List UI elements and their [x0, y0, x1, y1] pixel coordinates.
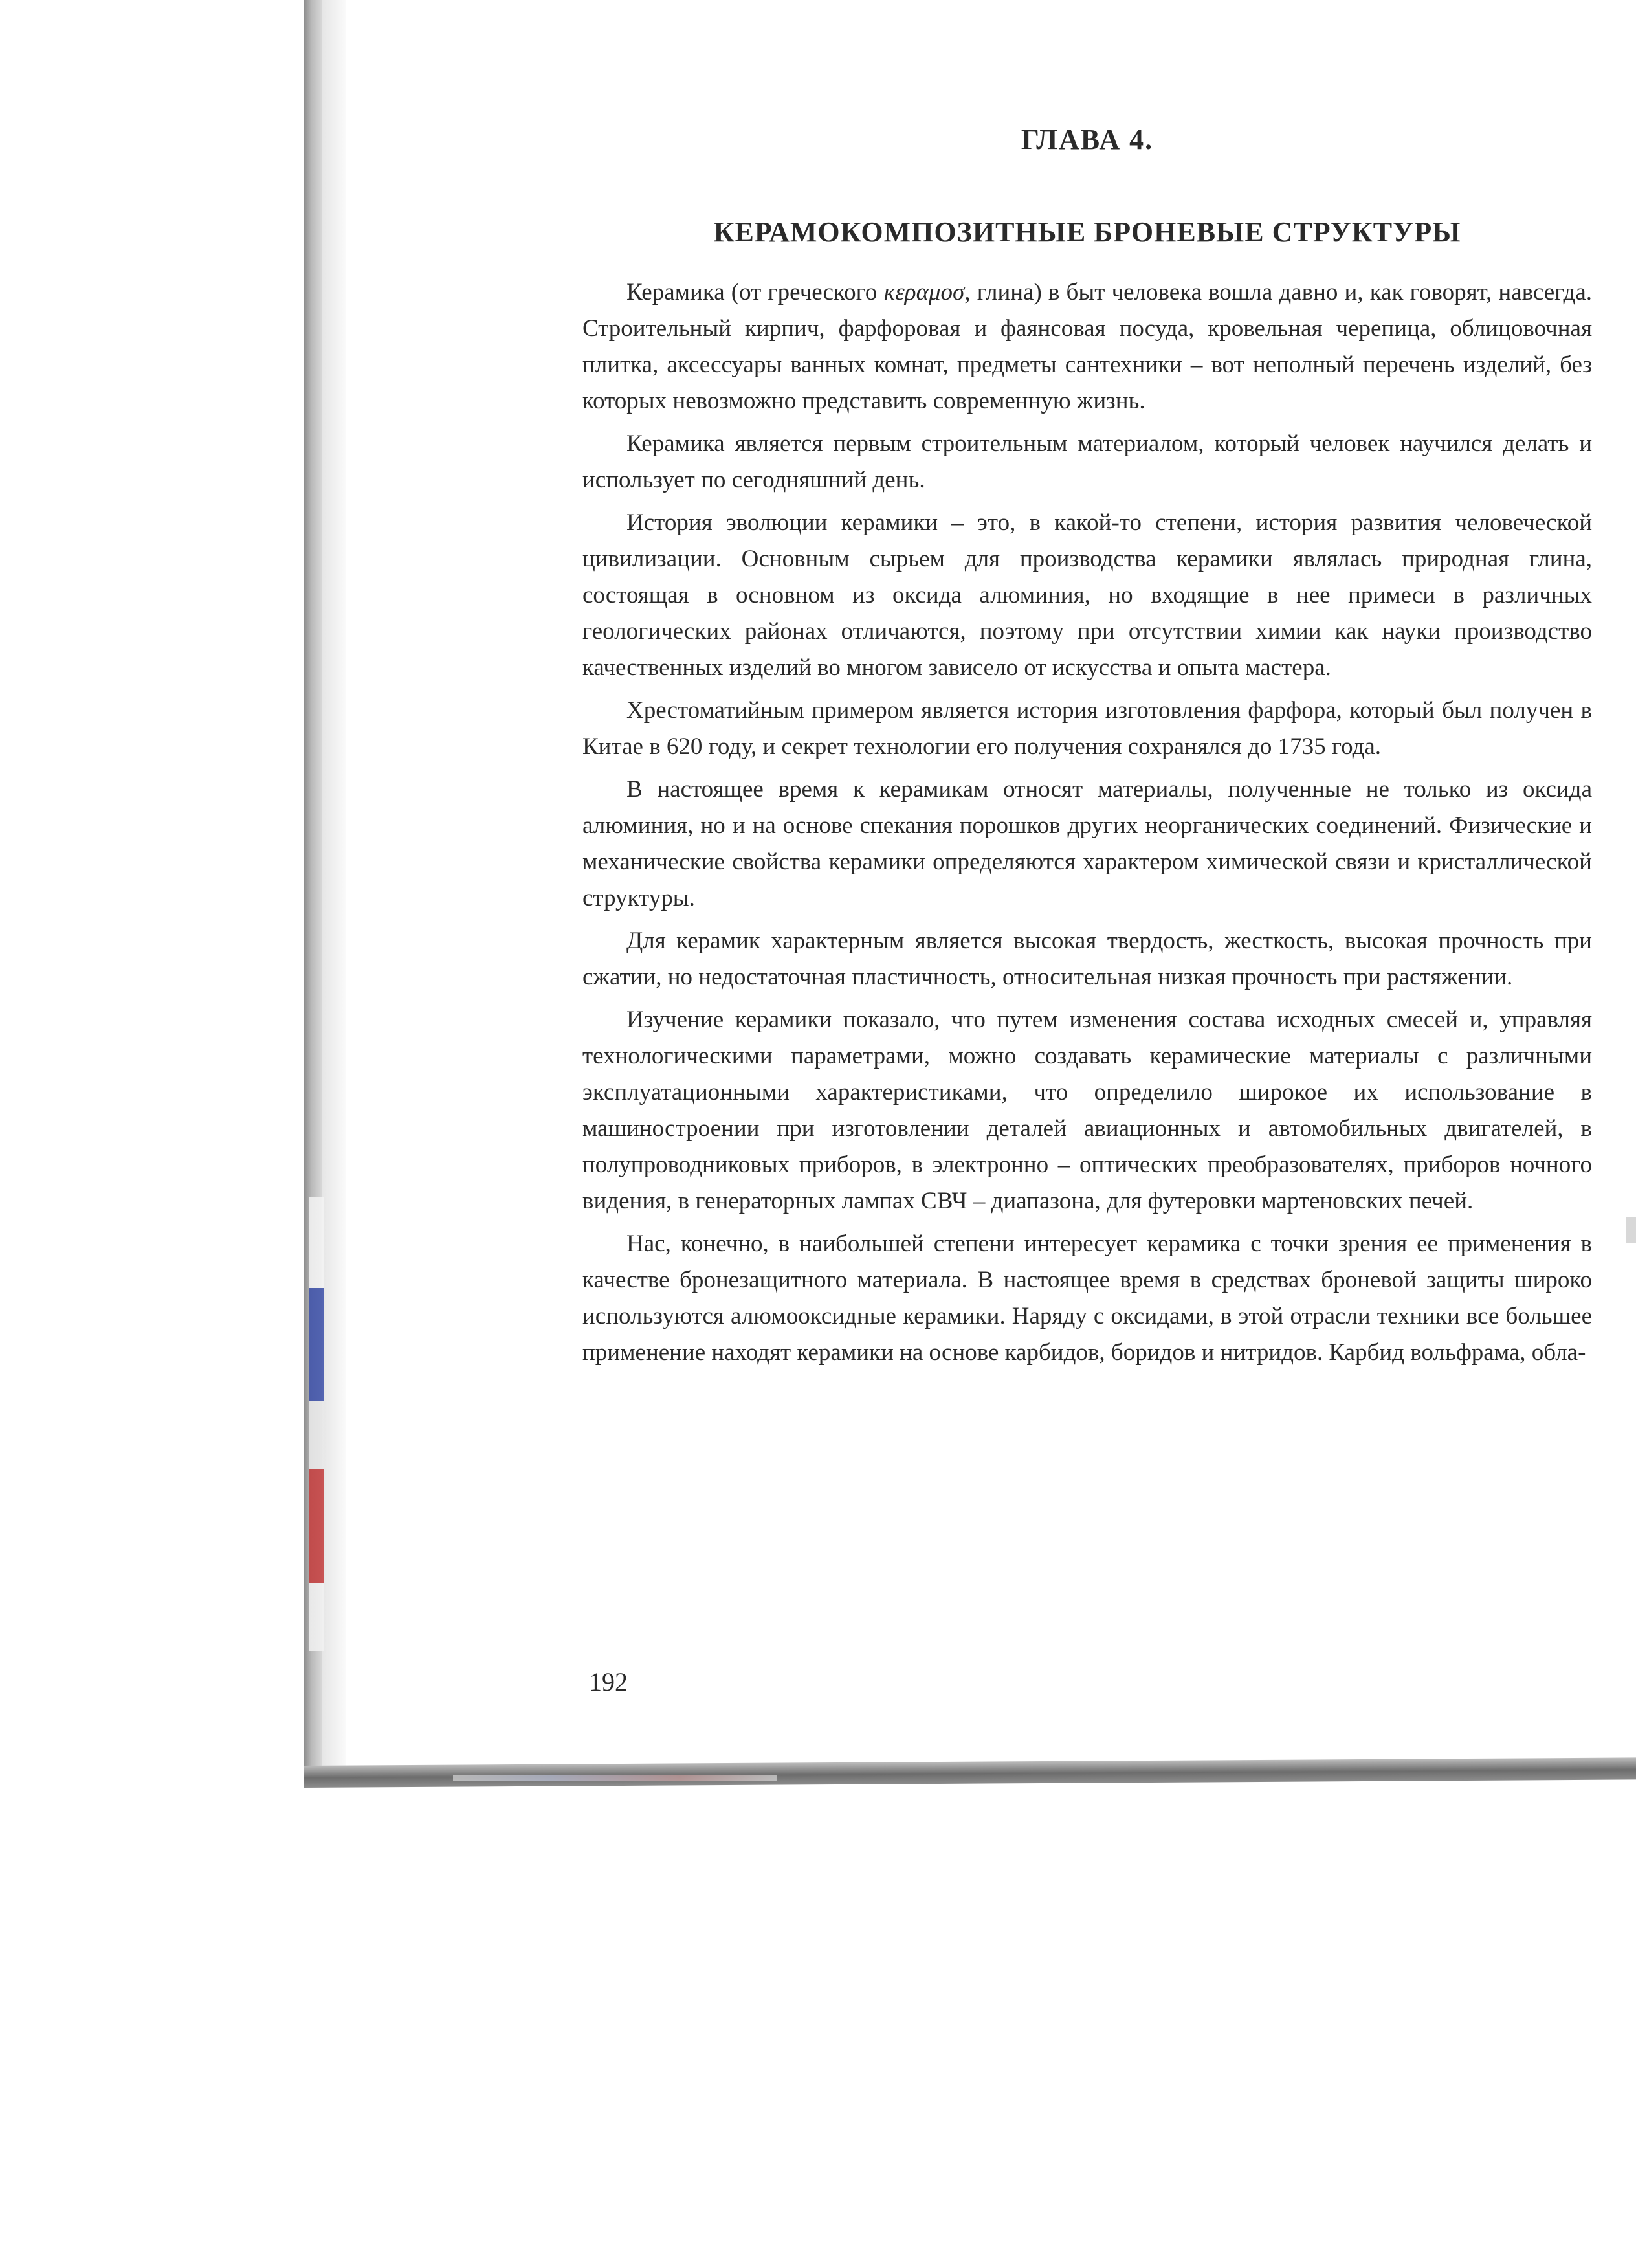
chapter-label: ГЛАВА 4. — [1021, 124, 1154, 155]
paragraph-7: Изучение керамики показало, что путем изменения состава исходных смесей и, управляя технологическими параметрами, можно создавать керамические материалы с различными эксплуатационными характеристиками, что определило широкое их использование в машиностроении при изготовлении деталей авиационных и автомобильных двигателей, в полупроводниковых приборов, в электронно – оптических преобразователях, приборов ночного видения, в генераторных лампах СВЧ – диапазона, для футеровки мартеновских печей. — [582, 1006, 1592, 1214]
paragraph-6: Для керамик характерным является высокая твердость, жесткость, высокая прочность при сжатии, но недостаточная пластичность, относительная низкая прочность при растяжении. — [582, 928, 1592, 990]
paragraph-4: Хрестоматийным примером является история изготовления фарфора, который был получен в Китае в 620 году, и секрет технологии его получения сохранялся до 1735 года. — [582, 697, 1592, 760]
paragraph-1-end: , глина) в быт человека вошла давно и, как говорят, навсегда. Строительный кирпич, фарфоровая и фаянсовая посуда, кровельная черепица, облицовочная плитка, аксессуары ванных комнат, предметы сантехники – вот неполный перечень изделий, без которых невозможно представить современную жизнь. — [582, 279, 1592, 414]
page-number: 192 — [589, 1667, 628, 1696]
page-gutter-shadow — [322, 0, 346, 1773]
paragraph-2: Керамика является первым строительным материалом, который человек научился делать и использует по сегодняшний день. — [582, 430, 1592, 493]
greek-word: κεραμοσ — [883, 279, 965, 306]
book-page — [582, 104, 1592, 1377]
paragraph-3: История эволюции керамики – это, в какой-то степени, история развития человеческой цивилизации. Основным сырьем для производства керамики являлась природная глина, состоящая в основном из оксида алюминия, но входящие в нее примеси в различных геологических районах отличаются, поэтому при отсутствии химии как науки производство качественных изделий во многом зависело от искусства и опыта мастера. — [582, 509, 1592, 681]
right-edge-mark — [1626, 1217, 1636, 1243]
cover-color-stripe — [309, 1197, 324, 1651]
paragraph-8: Нас, конечно, в наибольшей степени интересует керамика с точки зрения ее применения в качестве бронезащитного материала. В настоящее время в средствах броневой защиты широко используются алюмооксидные керамики. Наряду с оксидами, в этой отрасли техники все большее применение находят керамики на основе карбидов, боридов и нитридов. Карбид вольфрама, обла- — [582, 1230, 1592, 1366]
paragraph-1 — [582, 274, 1592, 419]
scan-bottom-edge — [304, 1757, 1636, 1788]
paragraph-1-start: Керамика (от греческого — [626, 279, 884, 306]
chapter-title: КЕРАМОКОМПОЗИТНЫЕ БРОНЕВЫЕ СТРУКТУРЫ — [713, 216, 1461, 248]
paragraph-5: В настоящее время к керамикам относят материалы, полученные не только из оксида алюминия, но и на основе спекания порошков других неорганических соединений. Физические и механические свойства керамики определяются характером химической связи и кристаллической структуры. — [582, 776, 1592, 911]
bottom-color-strip — [453, 1775, 777, 1781]
